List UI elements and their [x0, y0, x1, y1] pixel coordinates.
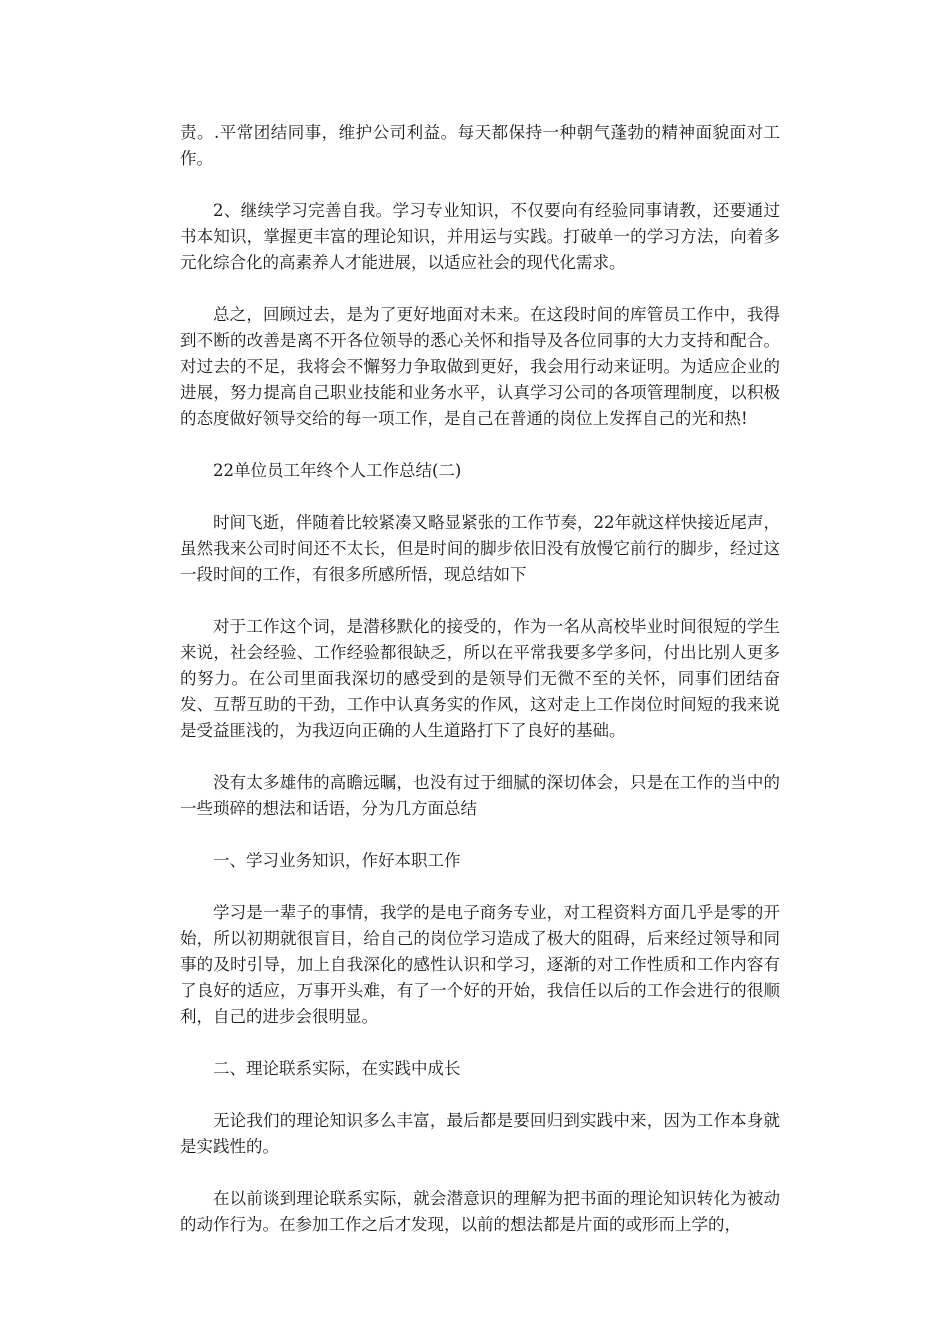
subheading-learning: 一、学习业务知识，作好本职工作 [213, 851, 461, 870]
document-body [180, 120, 780, 1264]
paragraph-theory: 在以前谈到理论联系实际，就会潜意识的理解为把书面的理论知识转化为被动的动作行为。在参加工作之后才发现，以前的想法都是片面的或形而上学的， [180, 1189, 780, 1234]
paragraph-continuation: 责。.平常团结同事，维护公司利益。每天都保持一种朝气蓬勃的精神面貌面对工作。 [180, 123, 780, 168]
paragraph-summary-lead: 没有太多雄伟的高瞻远瞩，也没有过于细腻的深切体会，只是在工作的当中的一些琐碎的想法和话语，分为几方面总结 [180, 773, 780, 818]
paragraph-practice: 无论我们的理论知识多么丰富，最后都是要回归到实践中来，因为工作本身就是实践性的。 [180, 1111, 780, 1156]
section-title: 22单位员工年终个人工作总结(二) [213, 461, 462, 480]
paragraph-self-improvement: 2、继续学习完善自我。学习专业知识，不仅要向有经验同事请教，还要通过书本知识，掌握更丰富的理论知识，并用运与实践。打破单一的学习方法，向着多元化综合化的高素养人才能进展，以适应社会的现代化需求。 [180, 201, 780, 272]
subheading-practice: 二、理论联系实际，在实践中成长 [213, 1059, 461, 1078]
paragraph-intro: 时间飞逝，伴随着比较紧凑又略显紧张的工作节奏，22年就这样快接近尾声，虽然我来公司时间还不太长，但是时间的脚步依旧没有放慢它前行的脚步，经过这一段时间的工作，有很多所感所悟，现总结如下 [180, 513, 780, 584]
paragraph-work-attitude: 对于工作这个词，是潜移默化的接受的，作为一名从高校毕业时间很短的学生来说，社会经验、工作经验都很缺乏，所以在平常我要多学多问，付出比别人更多的努力。在公司里面我深切的感受到的是领导们无微不至的关怀，同事们团结奋发、互帮互助的干劲，工作中认真务实的作风，这对走上工作岗位时间短的我来说是受益匪浅的，为我迈向正确的人生道路打下了良好的基础。 [180, 617, 780, 740]
paragraph-learning: 学习是一辈子的事情，我学的是电子商务专业，对工程资料方面几乎是零的开始，所以初期就很盲目，给自己的岗位学习造成了极大的阻碍，后来经过领导和同事的及时引导，加上自我深化的感性认识和学习，逐渐的对工作性质和工作内容有了良好的适应，万事开头难，有了一个好的开始，我信任以后的工作会进行的很顺利，自己的进步会很明显。 [180, 903, 780, 1026]
paragraph-conclusion: 总之，回顾过去，是为了更好地面对未来。在这段时间的库管员工作中，我得到不断的改善是离不开各位领导的悉心关怀和指导及各位同事的大力支持和配合。对过去的不足，我将会不懈努力争取做到更好，我会用行动来证明。为适应企业的进展，努力提高自己职业技能和业务水平，认真学习公司的各项管理制度，以积极的态度做好领导交给的每一项工作，是自己在普通的岗位上发挥自己的光和热! [180, 305, 780, 428]
